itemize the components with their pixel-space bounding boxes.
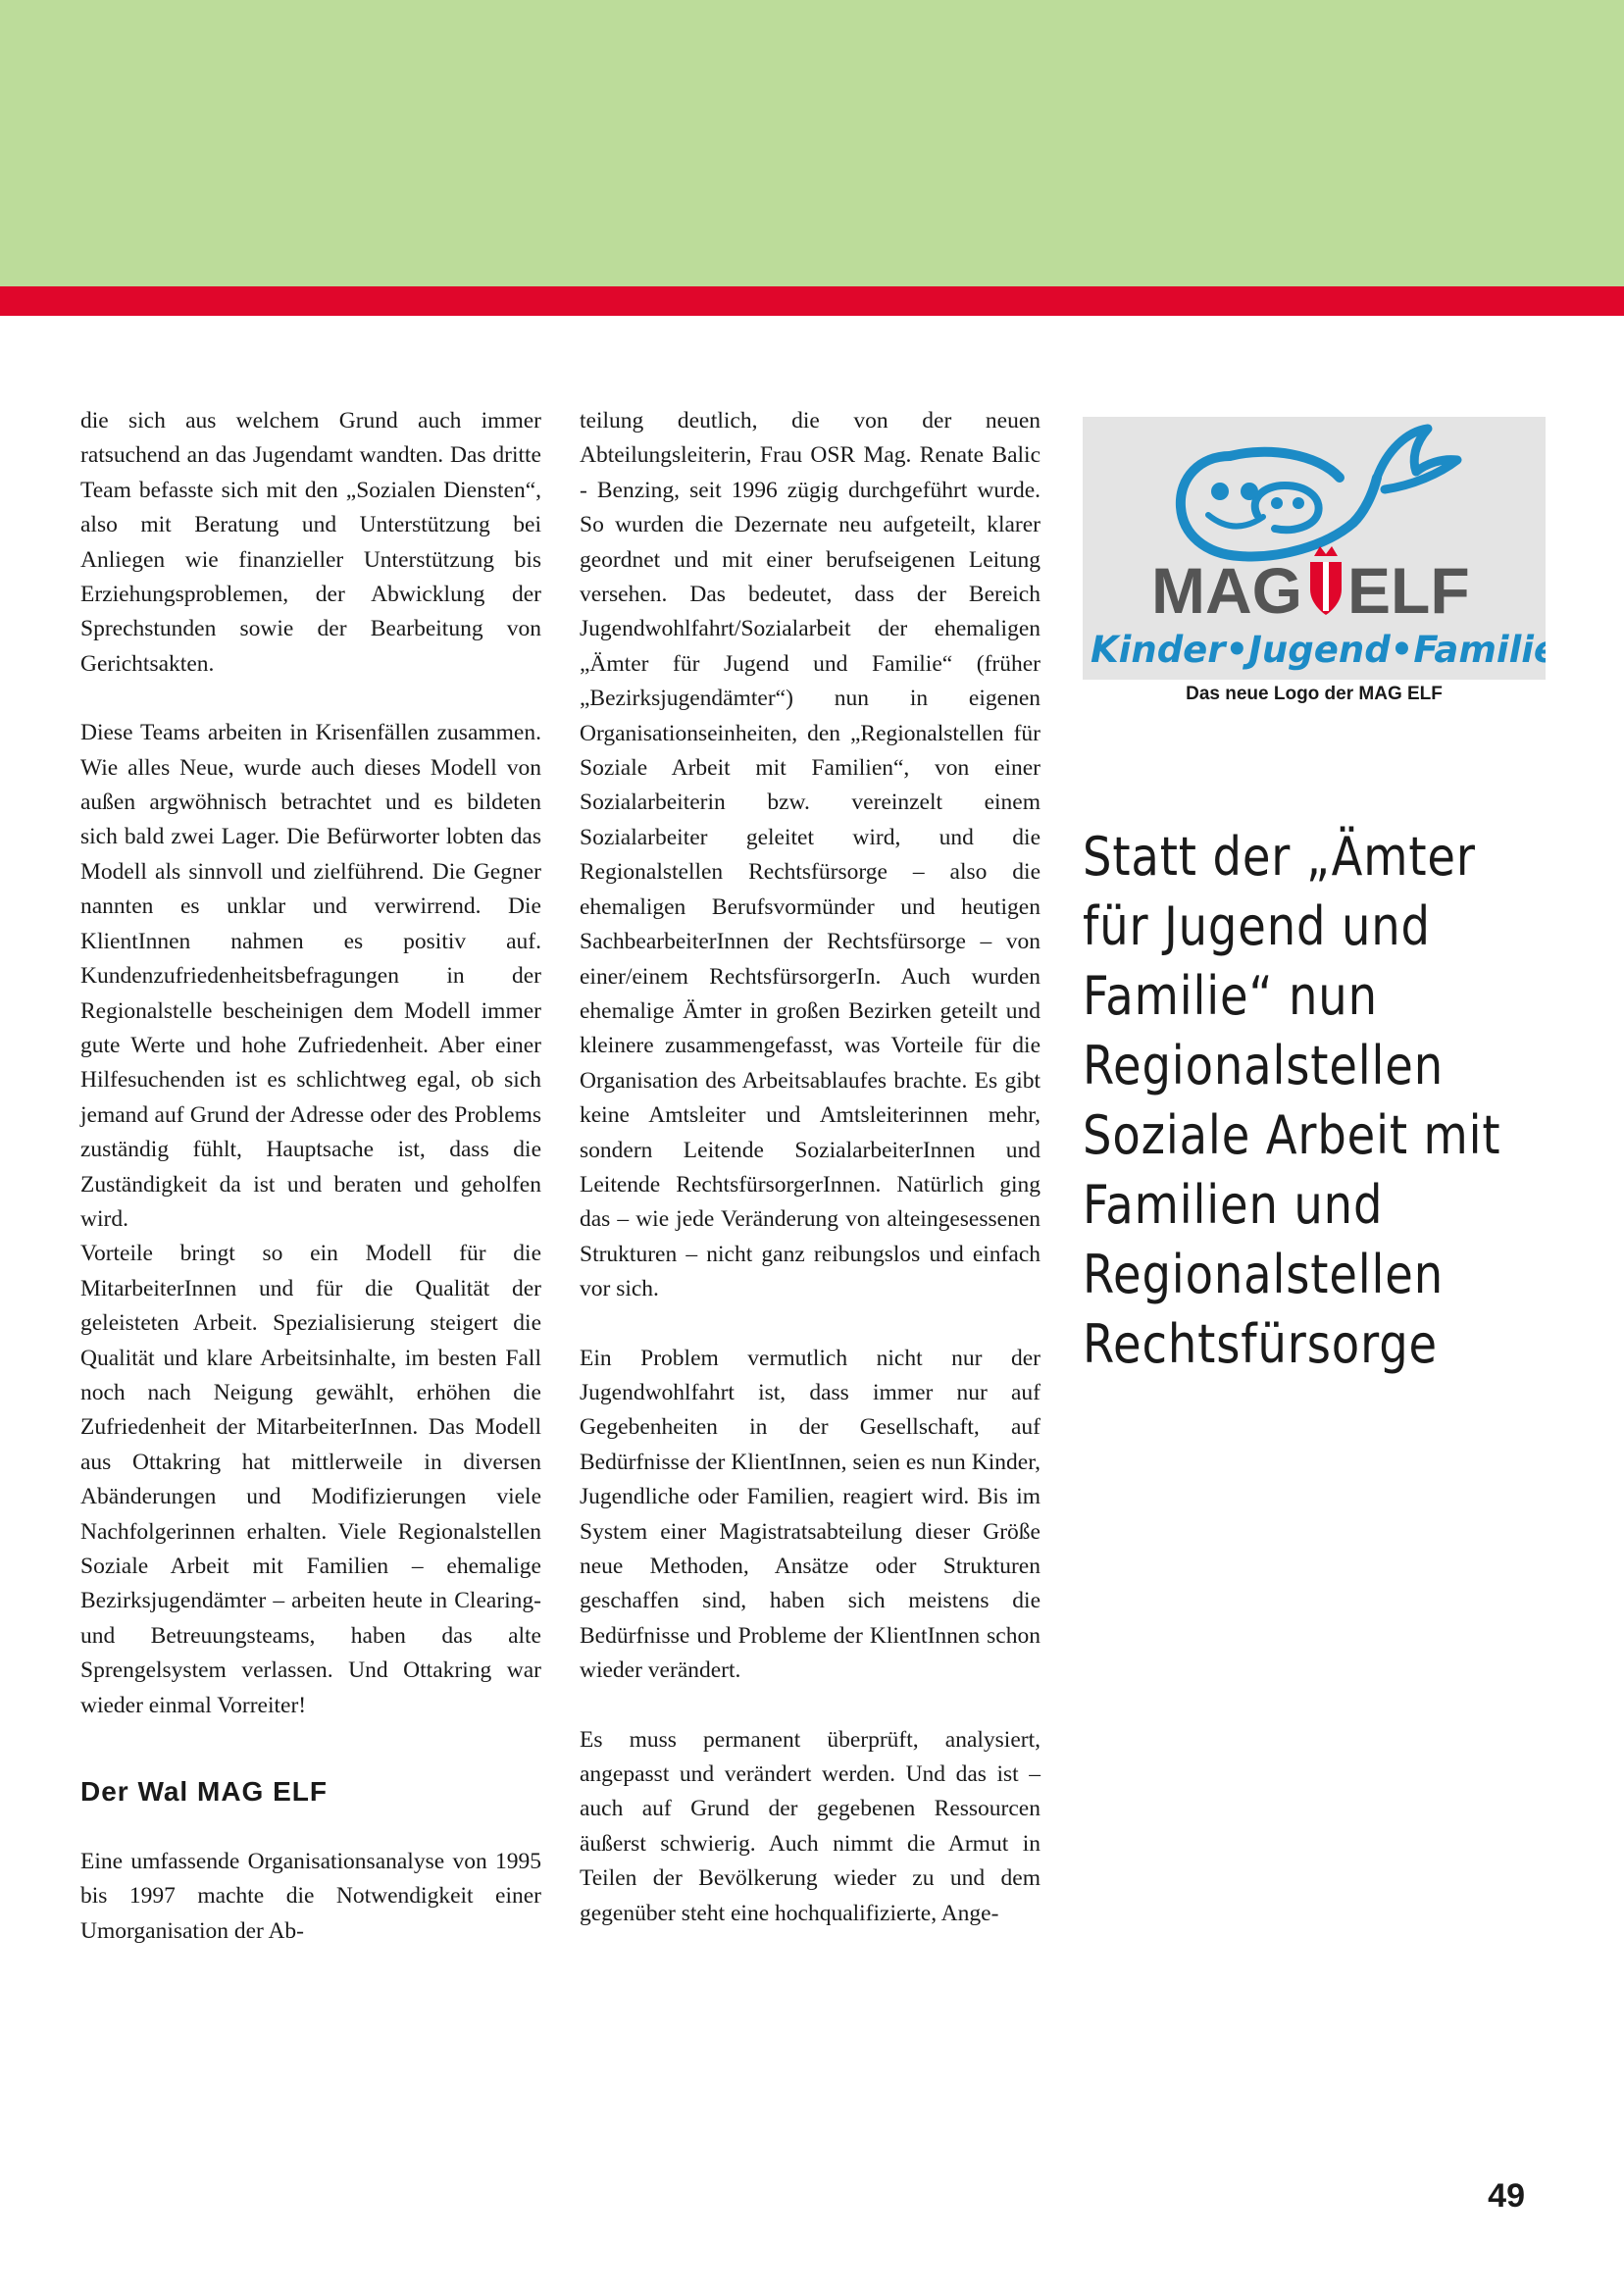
page-number: 49 xyxy=(1488,2177,1525,2215)
logo-caption: Das neue Logo der MAG ELF xyxy=(1186,684,1443,704)
header-red-stripe xyxy=(0,286,1624,316)
header-green-band xyxy=(0,0,1624,286)
paragraph: Vorteile bringt so ein Modell für die MitarbeiterInnen und für die Qualität der geleisteten Arbeit. Spezialisierung steigert die Qualität und klare Arbeitsinhalte, im besten Fall noch nach Neigung gewählt, erhöhen die Zufriedenheit der MitarbeiterInnen. Das Modell aus Ottakring hat mittlerweile in diversen Abänderungen und Modifizierungen viele Nachfolgerinnen erhalten. Viele Regionalstellen Soziale Arbeit mit Familien – ehemalige Bezirksjugendämter – arbeiten heute in Clearing- und Betreuungsteams, haben das alte Sprengelsystem verlassen. Und Ottakring war wieder einmal Vorreiter! xyxy=(80,1241,541,1718)
paragraph: Eine umfassende Organisationsanalyse von 1995 bis 1997 machte die Notwendigkeit einer Umorganisation der Ab- xyxy=(80,1849,541,1944)
pull-quote-line: für Jugend und xyxy=(1083,895,1431,957)
pull-quote-line: Statt der „Ämter xyxy=(1083,826,1476,888)
whale-logo-graphic xyxy=(1083,417,1546,680)
pull-quote-line: Soziale Arbeit mit xyxy=(1083,1104,1501,1166)
baby-whale-icon xyxy=(1255,485,1319,530)
pull-quote-line: Familien und xyxy=(1083,1174,1384,1236)
text-column-left xyxy=(80,404,541,1949)
pull-quote-line: Regionalstellen xyxy=(1083,1035,1445,1096)
pull-quote-line: Regionalstellen xyxy=(1083,1244,1445,1305)
pull-quote-line: Rechtsfürsorge xyxy=(1083,1313,1438,1375)
logo-brand-left: MAG xyxy=(1151,554,1302,627)
paragraph: Ein Problem vermutlich nicht nur der Jugendwohlfahrt ist, dass immer nur auf Gegebenheiten in der Gesellschaft, auf Bedürfnisse der KlientInnen, seien es nun Kinder, Jugendliche oder Familien, reagiert wird. Bis im System einer Magistratsabteilung dieser Größe neue Methoden, Ansätze oder Strukturen geschaffen sind, haben sich meistens die Bedürfnisse und Probleme der KlientInnen schon wieder verändert. xyxy=(580,1345,1040,1684)
mag-elf-logo xyxy=(1083,417,1546,680)
pull-quote xyxy=(1083,822,1521,1379)
text-column-middle xyxy=(580,404,1040,1931)
paragraph: Diese Teams arbeiten in Krisenfällen zusammen. Wie alles Neue, wurde auch dieses Modell von außen argwöhnisch betrachtet und es bildeten sich bald zwei Lager. Die Befürworter lobten das Modell als sinnvoll und zielführend. Die Gegner nannten es unklar und verwirrend. Die KlientInnen nahmen es positiv auf. Kundenzufriedenheitsbefragungen in der Regionalstelle bescheinigen dem Modell immer gute Werte und hohe Zufriedenheit. Aber einer Hilfesuchenden ist es schlichtweg egal, ob sich jemand auf Grund der Adresse oder des Problems zuständig fühlt, Hauptsache ist, dass die Zuständigkeit da ist und beraten und geholfen wird. xyxy=(80,720,541,1232)
section-heading: Der Wal MAG ELF xyxy=(80,1776,328,1808)
logo-tagline: Kinder•Jugend•Familie xyxy=(1091,629,1546,671)
whale-tail-icon xyxy=(1377,429,1457,489)
pull-quote-line: Familie“ nun xyxy=(1083,965,1378,1027)
paragraph: teilung deutlich, die von der neuen Abteilungsleiterin, Frau OSR Mag. Renate Balic - Benzing, seit 1996 zügig durchgeführt wurde. So wurden die Dezernate neu aufgeteilt, klarer geordnet und mit einer berufseigenen Leitung versehen. Das bedeutet, dass der Bereich Jugendwohlfahrt/Sozialarbeit der ehemaligen „Ämter für Jugend und Familie“ (früher „Bezirksjugendämter“) nun in eigenen Organisationseinheiten, den „Regionalstellen für Soziale Arbeit mit Familien“, von einer Sozialarbeiterin bzw. vereinzelt einem Sozialarbeiter geleitet wird, und die Regionalstellen Rechtsfürsorge – also die ehemaligen Berufsvormünder und heutigen SachbearbeiterInnen der Rechtsfürsorge – von einer/einem RechtsfürsorgerIn. Auch wurden ehemalige Ämter in großen Bezirken geteilt und kleinere zusammengefasst, was Vorteile für die Organisation des Arbeitsablaufes brachte. Es gibt keine Amtsleiter und Amtsleiterinnen mehr, sondern Leitende SozialarbeiterInnen und Leitende RechtsfürsorgerInnen. Natürlich ging das – wie jede Veränderung von alteingesessenen Strukturen – nicht ganz reibungslos und einfach vor sich. xyxy=(580,408,1040,1302)
paragraph: die sich aus welchem Grund auch immer ratsuchend an das Jugendamt wandten. Das dritte Team befasste sich mit den „Sozialen Diensten“, also mit Beratung und Unterstützung bei Anliegen wie finanzieller Unterstützung bis Erziehungsproblemen, der Abwicklung der Sprechstunden sowie der Bearbeitung von Gerichtsakten. xyxy=(80,408,541,677)
paragraph: Es muss permanent überprüft, analysiert, angepasst und verändert werden. Und das ist – auch auf Grund der gegebenen Ressourcen äußerst schwierig. Auch nimmt die Armut in Teilen der Bevölkerung wieder zu und dem gegenüber steht eine hochqualifizierte, Ange- xyxy=(580,1726,1040,1926)
logo-brand-right: ELF xyxy=(1347,554,1470,627)
